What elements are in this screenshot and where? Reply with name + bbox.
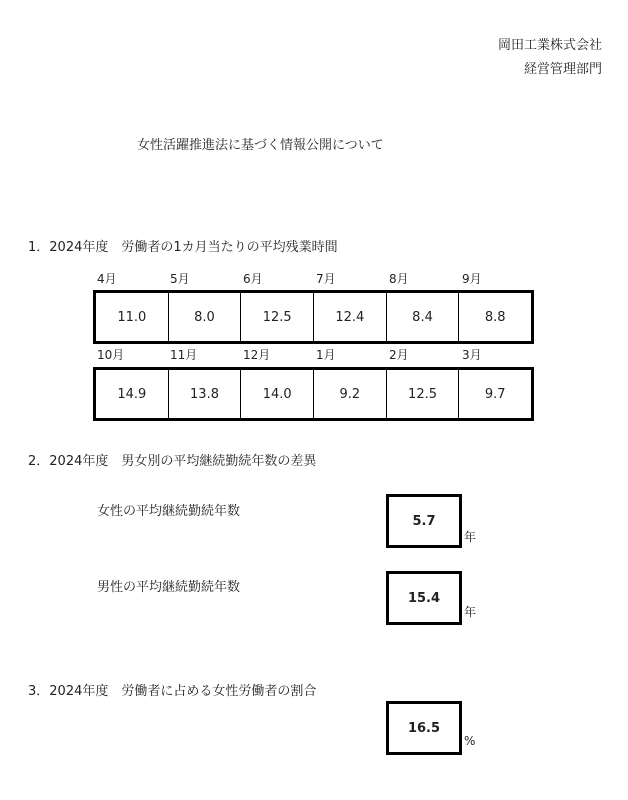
month-label: 12月 [243,348,271,362]
table-cell: 14.9 [96,370,169,418]
month-label: 10月 [97,348,125,362]
month-labels-row-2 [93,346,534,362]
female-ratio-value: 16.5 [407,720,441,736]
overtime-table-row-1 [93,290,534,344]
month-label: 4月 [97,272,117,286]
table-cell: 11.0 [96,293,169,341]
document-title: 女性活躍推進法に基づく情報公開について [137,138,384,153]
month-label: 7月 [316,272,336,286]
month-label: 2月 [389,348,409,362]
table-cell: 12.5 [387,370,460,418]
female-ratio-unit: % [464,734,476,748]
female-tenure-unit: 年 [464,530,477,544]
table-cell: 13.8 [169,370,242,418]
table-cell: 8.8 [484,309,506,325]
month-label: 9月 [462,272,482,286]
table-cell: 14.0 [241,370,314,418]
table-cell: 9.2 [314,370,387,418]
company-block [498,34,602,82]
month-label: 1月 [316,348,336,362]
table-cell: 12.5 [241,293,314,341]
female-tenure-label: 女性の平均継続勤続年数 [97,504,241,519]
month-label: 6月 [243,272,263,286]
male-tenure-value: 15.4 [407,590,441,606]
female-tenure-value-box [386,494,462,548]
table-cell: 8.0 [169,293,242,341]
month-label: 5月 [170,272,190,286]
male-tenure-label: 男性の平均継続勤続年数 [97,580,241,595]
table-cell: 12.4 [314,293,387,341]
section2-heading: 2．2024年度 男女別の平均継続勤続年数の差異 [28,454,317,469]
month-label: 8月 [389,272,409,286]
section3-heading: 3．2024年度 労働者に占める女性労働者の割合 [28,684,317,699]
male-tenure-value-box [386,571,462,625]
overtime-table-row-2 [93,367,534,421]
female-ratio-value-box [386,701,462,755]
department-name: 経営管理部門 [523,62,602,77]
table-cell: 8.4 [387,293,460,341]
month-label: 3月 [462,348,482,362]
month-label: 11月 [170,348,198,362]
table-cell: 9.7 [484,386,506,402]
male-tenure-unit: 年 [464,605,477,619]
section1-heading: 1．2024年度 労働者の1カ月当たりの平均残業時間 [28,240,338,255]
month-labels-row-1 [93,270,534,286]
company-name: 岡田工業株式会社 [497,38,602,53]
female-tenure-value: 5.7 [412,513,436,529]
